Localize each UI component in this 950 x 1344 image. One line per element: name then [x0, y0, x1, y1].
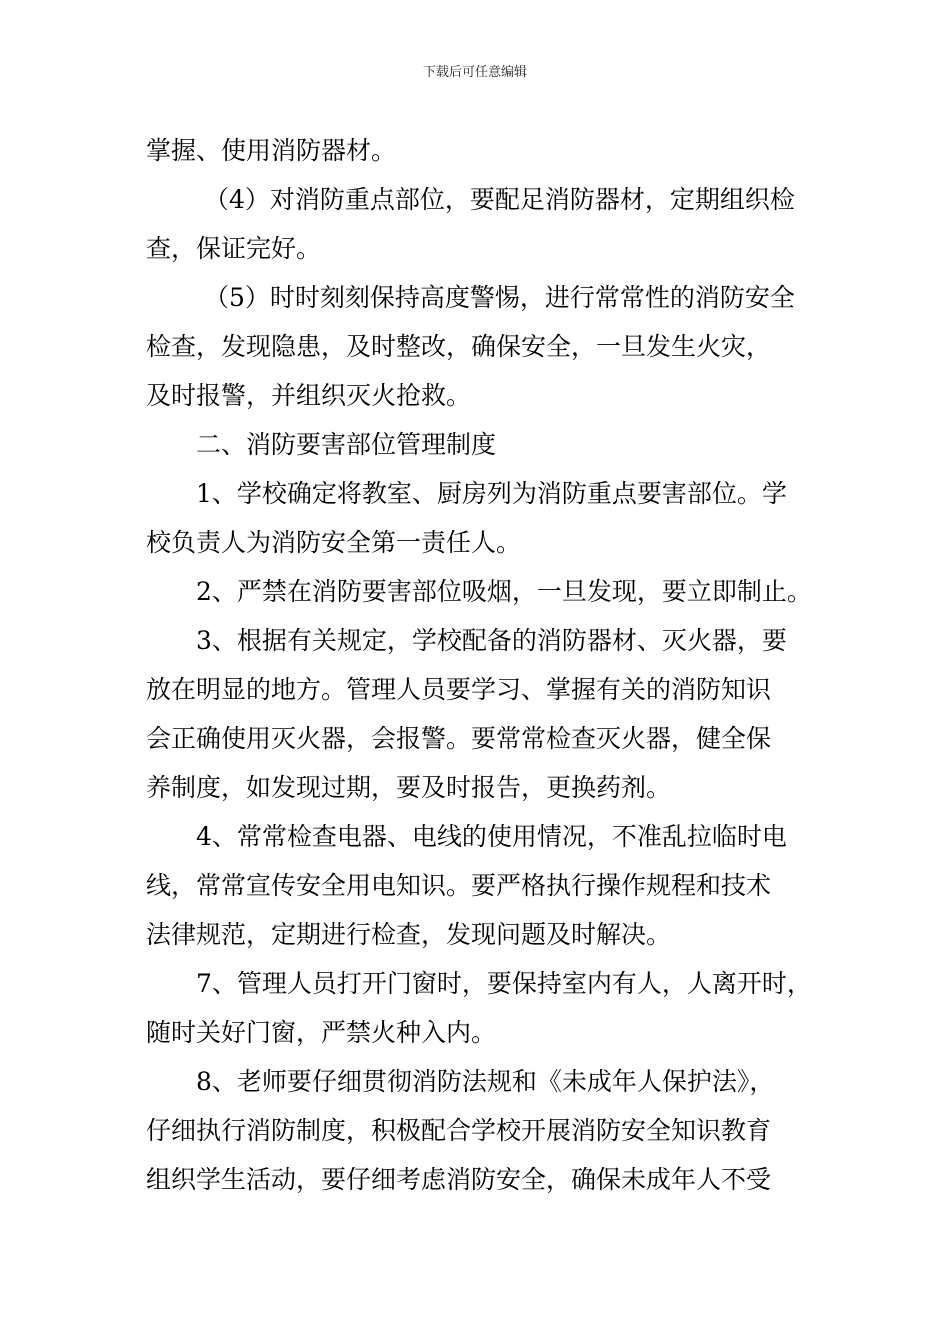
paragraph-line: 线，常常宣传安全用电知识。要严格执行操作规程和技术: [146, 871, 772, 900]
paragraph-line: 校负责人为消防安全第一责任人。: [146, 528, 522, 557]
paragraph-line: 8、老师要仔细贯彻消防法规和《未成年人保护法》，: [196, 1067, 775, 1096]
paragraph-line: 3、根据有关规定，学校配备的消防器材、灭火器，要: [196, 626, 787, 655]
paragraph-line: 会正确使用灭火器，会报警。要常常检查灭火器，健全保: [146, 724, 772, 753]
paragraph-line: 养制度，如发现过期，要及时报告，更换药剂。: [146, 773, 672, 802]
paragraph-line: 仔细执行消防制度，积极配合学校开展消防安全知识教育: [146, 1116, 772, 1145]
page-header: 下载后可任意编辑: [422, 65, 527, 80]
paragraph-line: 组织学生活动，要仔细考虑消防安全，确保未成年人不受: [146, 1165, 772, 1194]
paragraph-line: 及时报警，并组织灭火抢救。: [146, 381, 472, 410]
paragraph-line: 掌握、使用消防器材。: [146, 136, 397, 165]
paragraph-line: 法律规范，定期进行检查，发现问题及时解决。: [146, 920, 672, 949]
section-heading: 二、消防要害部位管理制度: [196, 430, 497, 459]
paragraph-line: 1、学校确定将教室、厨房列为消防重点要害部位。学: [196, 479, 787, 508]
paragraph-line: 查，保证完好。: [146, 234, 322, 263]
document-body: [146, 126, 812, 1204]
paragraph-line: 检查，发现隐患，及时整改，确保安全，一旦发生火灾，: [146, 332, 772, 361]
paragraph-line: 放在明显的地方。管理人员要学习、掌握有关的消防知识: [146, 675, 772, 704]
paragraph-line: （4）对消防重点部位，要配足消防器材，定期组织检: [204, 185, 795, 214]
paragraph-line: 随时关好门窗，严禁火种入内。: [146, 1018, 497, 1047]
paragraph-line: 2、严禁在消防要害部位吸烟，一旦发现，要立即制止。: [196, 577, 812, 606]
paragraph-line: 4、常常检查电器、电线的使用情况，不准乱拉临时电: [196, 822, 787, 851]
paragraph-line: 7、管理人员打开门窗时，要保持室内有人，人离开时，: [196, 969, 812, 998]
paragraph-line: （5）时时刻刻保持高度警惕，进行常常性的消防安全: [204, 283, 795, 312]
